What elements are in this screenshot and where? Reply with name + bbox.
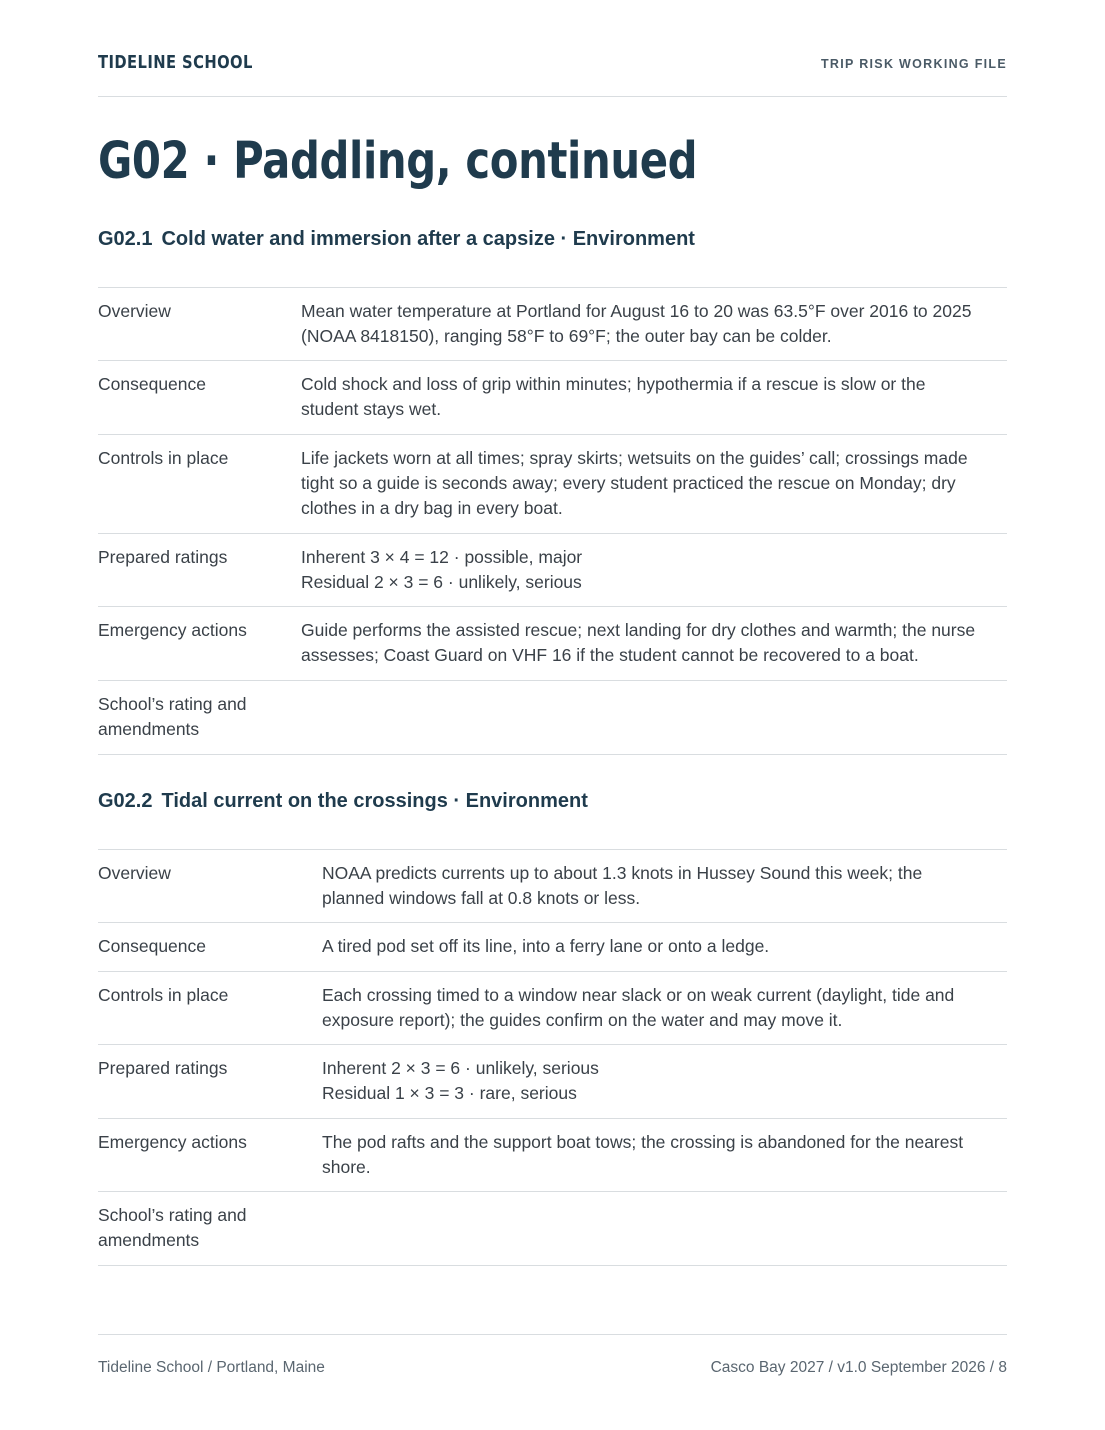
row-value-line: Guide performs the assisted rescue; next landing for dry clothes and warmth; the nurse bbox=[301, 620, 976, 640]
row-schools-rating-and-amendments bbox=[98, 681, 1007, 755]
row-label: Emergency actions bbox=[98, 620, 247, 640]
row-overview bbox=[98, 850, 1007, 923]
row-value-line: tight so a guide is seconds away; every student practiced the rescue on Monday; dry bbox=[301, 473, 956, 493]
row-value bbox=[322, 983, 954, 1033]
page-header bbox=[98, 50, 1007, 97]
section-title: Cold water and immersion after a capsize · Environment bbox=[161, 228, 695, 250]
row-value-line: Inherent 2 × 3 = 6 · unlikely, serious bbox=[322, 1058, 599, 1078]
row-value-line: Residual 2 × 3 = 6 · unlikely, serious bbox=[301, 572, 582, 592]
row-value-line: Each crossing timed to a window near slack or on weak current (daylight, tide and bbox=[322, 985, 955, 1005]
row-value bbox=[301, 446, 968, 521]
row-label-line: amendments bbox=[98, 719, 200, 739]
footer-version-page: Casco Bay 2027 / v1.0 September 2026 / 8 bbox=[710, 1359, 1007, 1376]
row-controls-in-place bbox=[98, 972, 1007, 1045]
row-value bbox=[301, 372, 925, 422]
row-consequence bbox=[98, 923, 1007, 972]
row-value-line: assesses; Coast Guard on VHF 16 if the student cannot be recovered to a boat. bbox=[301, 645, 919, 665]
row-value bbox=[301, 545, 582, 595]
row-value bbox=[322, 861, 922, 911]
row-label: Overview bbox=[98, 863, 171, 883]
footer-location: Tideline School / Portland, Maine bbox=[98, 1359, 325, 1376]
row-label-line: amendments bbox=[98, 1230, 200, 1250]
row-label: Prepared ratings bbox=[98, 1058, 228, 1078]
row-value-line: student stays wet. bbox=[301, 399, 442, 419]
row-label: Emergency actions bbox=[98, 1132, 247, 1152]
row-value bbox=[322, 934, 769, 959]
section-code: G02.1 bbox=[98, 228, 153, 250]
row-label bbox=[98, 692, 288, 742]
row-value-line: Life jackets worn at all times; spray skirts; wetsuits on the guides’ call; crossings made bbox=[301, 448, 968, 468]
row-label: Overview bbox=[98, 301, 171, 321]
row-value bbox=[322, 1056, 599, 1106]
row-label bbox=[98, 1203, 288, 1253]
row-label: Prepared ratings bbox=[98, 547, 228, 567]
row-label-line: School’s rating and bbox=[98, 694, 247, 714]
section-heading bbox=[98, 226, 695, 252]
document-page bbox=[98, 0, 1007, 1430]
section-code: G02.2 bbox=[98, 790, 153, 812]
row-emergency-actions bbox=[98, 1119, 1007, 1192]
row-value-line: Cold shock and loss of grip within minutes; hypothermia if a rescue is slow or the bbox=[301, 374, 926, 394]
section-title: Tidal current on the crossings · Environment bbox=[161, 790, 588, 812]
row-label-line: School’s rating and bbox=[98, 1205, 247, 1225]
row-label: Consequence bbox=[98, 374, 206, 394]
row-label: Consequence bbox=[98, 936, 206, 956]
row-value-line: clothes in a dry bag in every boat. bbox=[301, 498, 563, 518]
row-consequence bbox=[98, 361, 1007, 435]
page-title: G02 · Paddling, continued bbox=[98, 132, 698, 191]
row-value bbox=[301, 299, 971, 349]
row-value bbox=[301, 618, 975, 668]
school-brand: TIDELINE SCHOOL bbox=[98, 52, 253, 73]
row-value-line: shore. bbox=[322, 1157, 371, 1177]
row-value-line: NOAA predicts currents up to about 1.3 knots in Hussey Sound this week; the bbox=[322, 863, 923, 883]
row-controls-in-place bbox=[98, 435, 1007, 534]
row-emergency-actions bbox=[98, 607, 1007, 681]
row-value-line: A tired pod set off its line, into a ferry lane or onto a ledge. bbox=[322, 936, 770, 956]
row-value-line: planned windows fall at 0.8 knots or less. bbox=[322, 888, 641, 908]
risk-table bbox=[98, 849, 1007, 1266]
row-label: Controls in place bbox=[98, 448, 229, 468]
row-value bbox=[322, 1130, 963, 1180]
row-prepared-ratings bbox=[98, 1045, 1007, 1119]
row-value-line: Inherent 3 × 4 = 12 · possible, major bbox=[301, 547, 583, 567]
row-prepared-ratings bbox=[98, 534, 1007, 607]
row-value-line: Mean water temperature at Portland for August 16 to 20 was 63.5°F over 2016 to 2025 bbox=[301, 301, 972, 321]
row-overview bbox=[98, 288, 1007, 361]
row-label: Controls in place bbox=[98, 985, 229, 1005]
row-value-line: The pod rafts and the support boat tows; the crossing is abandoned for the nearest bbox=[322, 1132, 964, 1152]
row-schools-rating-and-amendments bbox=[98, 1192, 1007, 1266]
row-value-line: Residual 1 × 3 = 3 · rare, serious bbox=[322, 1083, 577, 1103]
page-footer bbox=[98, 1334, 1007, 1376]
row-value-line: (NOAA 8418150), ranging 58°F to 69°F; the outer bay can be colder. bbox=[301, 326, 832, 346]
risk-table bbox=[98, 287, 1007, 755]
file-label: TRIP RISK WORKING FILE bbox=[820, 57, 1007, 71]
section-heading bbox=[98, 788, 588, 814]
row-value-line: exposure report); the guides confirm on the water and may move it. bbox=[322, 1010, 843, 1030]
